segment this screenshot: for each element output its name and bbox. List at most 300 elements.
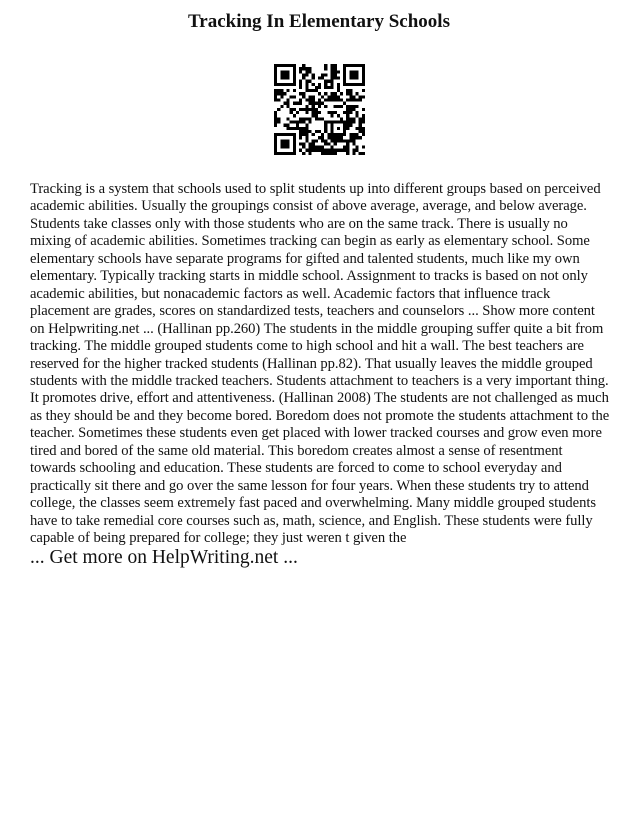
qr-module (299, 92, 302, 95)
qr-module (293, 67, 296, 70)
qr-module (302, 133, 305, 136)
qr-module (349, 99, 352, 102)
qr-module (324, 127, 327, 130)
qr-module (334, 92, 337, 95)
qr-module (293, 120, 296, 123)
qr-module (346, 108, 349, 111)
qr-module (334, 95, 337, 98)
qr-module (274, 146, 277, 149)
qr-module (280, 105, 283, 108)
qr-module (315, 89, 318, 92)
qr-module (356, 133, 359, 136)
qr-module (330, 124, 333, 127)
qr-module (343, 111, 346, 114)
qr-module (349, 83, 352, 86)
qr-module (293, 80, 296, 83)
qr-module (352, 108, 355, 111)
qr-module (352, 77, 355, 80)
qr-module (362, 77, 365, 80)
qr-module (362, 83, 365, 86)
qr-module (312, 149, 315, 152)
qr-module (315, 111, 318, 114)
qr-module (283, 83, 286, 86)
qr-module (343, 77, 346, 80)
qr-module (296, 102, 299, 105)
qr-module (346, 152, 349, 155)
qr-module (330, 83, 333, 86)
qr-module (287, 89, 290, 92)
qr-module (334, 120, 337, 123)
qr-module (356, 149, 359, 152)
qr-module (321, 139, 324, 142)
qr-module (274, 152, 277, 155)
qr-module (356, 146, 359, 149)
qr-module (302, 130, 305, 133)
qr-module (352, 139, 355, 142)
qr-module (290, 133, 293, 136)
qr-module (337, 149, 340, 152)
qr-module (359, 124, 362, 127)
qr-module (362, 117, 365, 120)
qr-module (287, 133, 290, 136)
qr-module (356, 64, 359, 67)
qr-module (356, 111, 359, 114)
qr-module (359, 117, 362, 120)
qr-module (287, 105, 290, 108)
qr-module (274, 149, 277, 152)
qr-module (312, 114, 315, 117)
qr-module (352, 133, 355, 136)
qr-module (274, 92, 277, 95)
qr-module (349, 120, 352, 123)
qr-module (349, 64, 352, 67)
qr-module (324, 149, 327, 152)
qr-module (327, 142, 330, 145)
qr-module (318, 146, 321, 149)
qr-module (293, 127, 296, 130)
qr-module (290, 108, 293, 111)
qr-module (302, 152, 305, 155)
qr-module (352, 152, 355, 155)
qr-module (324, 105, 327, 108)
qr-module (280, 142, 283, 145)
qr-module (330, 149, 333, 152)
qr-module (305, 89, 308, 92)
qr-module (327, 136, 330, 139)
qr-module (349, 108, 352, 111)
qr-module (280, 64, 283, 67)
qr-module (274, 73, 277, 76)
qr-module (318, 136, 321, 139)
qr-module (340, 133, 343, 136)
qr-module (340, 92, 343, 95)
qr-module (302, 73, 305, 76)
qr-module (359, 120, 362, 123)
qr-module (356, 105, 359, 108)
qr-module (280, 95, 283, 98)
qr-module (293, 95, 296, 98)
qr-module (340, 120, 343, 123)
qr-module (337, 133, 340, 136)
qr-module (327, 149, 330, 152)
qr-module (346, 142, 349, 145)
qr-module (315, 139, 318, 142)
qr-module (293, 114, 296, 117)
qr-module (346, 127, 349, 130)
qr-module (309, 102, 312, 105)
qr-module (321, 77, 324, 80)
qr-module (356, 99, 359, 102)
qr-module (305, 124, 308, 127)
qr-module (349, 136, 352, 139)
qr-module (302, 146, 305, 149)
qr-module (343, 139, 346, 142)
qr-module (321, 73, 324, 76)
qr-module (274, 83, 277, 86)
qr-module (330, 120, 333, 123)
qr-module (346, 99, 349, 102)
qr-module (324, 83, 327, 86)
qr-module (299, 108, 302, 111)
qr-module (318, 117, 321, 120)
qr-module (274, 117, 277, 120)
qr-module (299, 80, 302, 83)
qr-module (324, 152, 327, 155)
qr-module (349, 124, 352, 127)
qr-module (277, 92, 280, 95)
qr-module (356, 83, 359, 86)
qr-module (343, 70, 346, 73)
qr-module (327, 86, 330, 89)
qr-module (274, 111, 277, 114)
qr-module (330, 146, 333, 149)
qr-module (352, 136, 355, 139)
qr-module (352, 105, 355, 108)
qr-module (321, 136, 324, 139)
qr-module (318, 111, 321, 114)
qr-module (305, 133, 308, 136)
qr-module (337, 139, 340, 142)
qr-module (334, 142, 337, 145)
qr-module (359, 83, 362, 86)
qr-module (277, 64, 280, 67)
qr-module (309, 149, 312, 152)
qr-module (318, 92, 321, 95)
qr-module (287, 152, 290, 155)
qr-module (343, 124, 346, 127)
qr-module (290, 83, 293, 86)
qr-module (305, 86, 308, 89)
qr-module (309, 67, 312, 70)
qr-module (302, 142, 305, 145)
qr-module (330, 139, 333, 142)
qr-module (318, 149, 321, 152)
qr-module (343, 127, 346, 130)
qr-module (362, 80, 365, 83)
qr-module (362, 108, 365, 111)
qr-module (274, 89, 277, 92)
qr-module (299, 133, 302, 136)
qr-module (324, 73, 327, 76)
qr-module (283, 77, 286, 80)
qr-module (312, 108, 315, 111)
qr-module (352, 70, 355, 73)
qr-module (334, 67, 337, 70)
qr-module (280, 133, 283, 136)
qr-module (327, 120, 330, 123)
qr-module (293, 64, 296, 67)
qr-module (287, 70, 290, 73)
qr-module (324, 139, 327, 142)
qr-module (343, 102, 346, 105)
qr-module (337, 89, 340, 92)
qr-module (330, 73, 333, 76)
qr-module (330, 92, 333, 95)
qr-module (299, 149, 302, 152)
qr-module (293, 152, 296, 155)
qr-module (312, 105, 315, 108)
qr-module (283, 133, 286, 136)
qr-module (334, 149, 337, 152)
qr-module (343, 146, 346, 149)
qr-module (305, 83, 308, 86)
qr-module (287, 142, 290, 145)
qr-module (277, 99, 280, 102)
qr-module (346, 105, 349, 108)
qr-module (309, 130, 312, 133)
qr-module (299, 136, 302, 139)
qr-module (299, 99, 302, 102)
qr-module (334, 64, 337, 67)
qr-module (283, 92, 286, 95)
qr-module (334, 136, 337, 139)
qr-module (293, 146, 296, 149)
qr-module (315, 102, 318, 105)
qr-module (302, 95, 305, 98)
qr-module (274, 99, 277, 102)
qr-module (274, 80, 277, 83)
qr-module (318, 105, 321, 108)
qr-module (283, 102, 286, 105)
qr-module (274, 136, 277, 139)
qr-module (283, 146, 286, 149)
qr-module (324, 124, 327, 127)
qr-module (296, 127, 299, 130)
qr-module (356, 77, 359, 80)
qr-module (349, 139, 352, 142)
qr-module (283, 124, 286, 127)
qr-module (346, 117, 349, 120)
qr-module (321, 95, 324, 98)
qr-module (318, 99, 321, 102)
qr-module (299, 127, 302, 130)
qr-module (337, 95, 340, 98)
qr-module (346, 111, 349, 114)
qr-module (330, 64, 333, 67)
qr-module (287, 102, 290, 105)
qr-module (293, 70, 296, 73)
qr-module (305, 73, 308, 76)
qr-module (305, 139, 308, 142)
qr-module (293, 136, 296, 139)
qr-module (330, 133, 333, 136)
qr-module (346, 114, 349, 117)
qr-module (309, 70, 312, 73)
qr-module (312, 111, 315, 114)
qr-module (274, 139, 277, 142)
qr-module (362, 146, 365, 149)
qr-module (362, 70, 365, 73)
qr-module (362, 73, 365, 76)
qr-module (349, 70, 352, 73)
qr-module (299, 142, 302, 145)
qr-module (312, 133, 315, 136)
qr-module (349, 73, 352, 76)
qr-module (337, 86, 340, 89)
qr-module (362, 127, 365, 130)
qr-module (324, 64, 327, 67)
qr-module (277, 108, 280, 111)
qr-module (287, 124, 290, 127)
qr-module (299, 67, 302, 70)
qr-module (340, 139, 343, 142)
qr-module (305, 67, 308, 70)
qr-module (362, 120, 365, 123)
qr-module (327, 133, 330, 136)
qr-module (280, 146, 283, 149)
qr-module (334, 111, 337, 114)
qr-module (321, 133, 324, 136)
qr-module (340, 117, 343, 120)
qr-module (312, 73, 315, 76)
qr-module (343, 64, 346, 67)
qr-module (280, 77, 283, 80)
qr-module (327, 152, 330, 155)
qr-module (299, 117, 302, 120)
qr-module (352, 95, 355, 98)
qr-module (309, 95, 312, 98)
qr-module (277, 133, 280, 136)
qr-module (305, 117, 308, 120)
qr-module (343, 149, 346, 152)
qr-module (343, 67, 346, 70)
qr-module (337, 70, 340, 73)
qr-module (274, 64, 277, 67)
qr-module (334, 133, 337, 136)
qr-module (356, 127, 359, 130)
qr-module (312, 77, 315, 80)
qr-module (305, 99, 308, 102)
qr-module (309, 146, 312, 149)
qr-module (305, 111, 308, 114)
qr-module (293, 139, 296, 142)
qr-module (305, 105, 308, 108)
qr-module (305, 136, 308, 139)
qr-module (330, 95, 333, 98)
qr-module (330, 152, 333, 155)
qr-module (315, 130, 318, 133)
qr-module (309, 80, 312, 83)
qr-module (280, 73, 283, 76)
qr-module (352, 142, 355, 145)
qr-module (274, 120, 277, 123)
qr-module (349, 89, 352, 92)
qr-module (302, 92, 305, 95)
qr-module (359, 136, 362, 139)
qr-module (324, 86, 327, 89)
qr-module (290, 152, 293, 155)
qr-module (346, 92, 349, 95)
qr-module (330, 67, 333, 70)
qr-module (299, 130, 302, 133)
qr-module (312, 83, 315, 86)
qr-module (299, 86, 302, 89)
qr-module (359, 130, 362, 133)
qr-module (287, 127, 290, 130)
qr-module (330, 99, 333, 102)
qr-module (305, 108, 308, 111)
qr-module (293, 142, 296, 145)
qr-module (334, 105, 337, 108)
qr-module (283, 142, 286, 145)
qr-module (356, 136, 359, 139)
qr-module (280, 89, 283, 92)
get-more-link[interactable]: ... Get more on HelpWriting.net ... (30, 547, 298, 568)
qr-module (305, 127, 308, 130)
qr-module (362, 89, 365, 92)
qr-module (352, 120, 355, 123)
qr-module (324, 142, 327, 145)
qr-module (299, 102, 302, 105)
qr-module (359, 152, 362, 155)
qr-module (337, 127, 340, 130)
qr-module (359, 127, 362, 130)
qr-module (315, 86, 318, 89)
qr-module (277, 89, 280, 92)
qr-module (324, 99, 327, 102)
qr-module (312, 139, 315, 142)
qr-module (280, 139, 283, 142)
qr-module (277, 120, 280, 123)
qr-module (337, 120, 340, 123)
qr-module (309, 89, 312, 92)
qr-module (330, 80, 333, 83)
qr-module (296, 111, 299, 114)
qr-module (321, 152, 324, 155)
qr-module (312, 89, 315, 92)
qr-module (362, 114, 365, 117)
qr-module (343, 120, 346, 123)
qr-module (352, 117, 355, 120)
qr-module (330, 127, 333, 130)
qr-module (293, 133, 296, 136)
qr-module (334, 152, 337, 155)
qr-module (315, 108, 318, 111)
qr-module (312, 99, 315, 102)
qr-module (290, 95, 293, 98)
qr-module (324, 80, 327, 83)
qr-module (274, 114, 277, 117)
qr-module (334, 77, 337, 80)
qr-module (315, 146, 318, 149)
qr-module (302, 67, 305, 70)
qr-module (327, 111, 330, 114)
qr-module (362, 133, 365, 136)
qr-module (296, 120, 299, 123)
qr-module (346, 146, 349, 149)
qr-module (293, 77, 296, 80)
qr-module (293, 89, 296, 92)
